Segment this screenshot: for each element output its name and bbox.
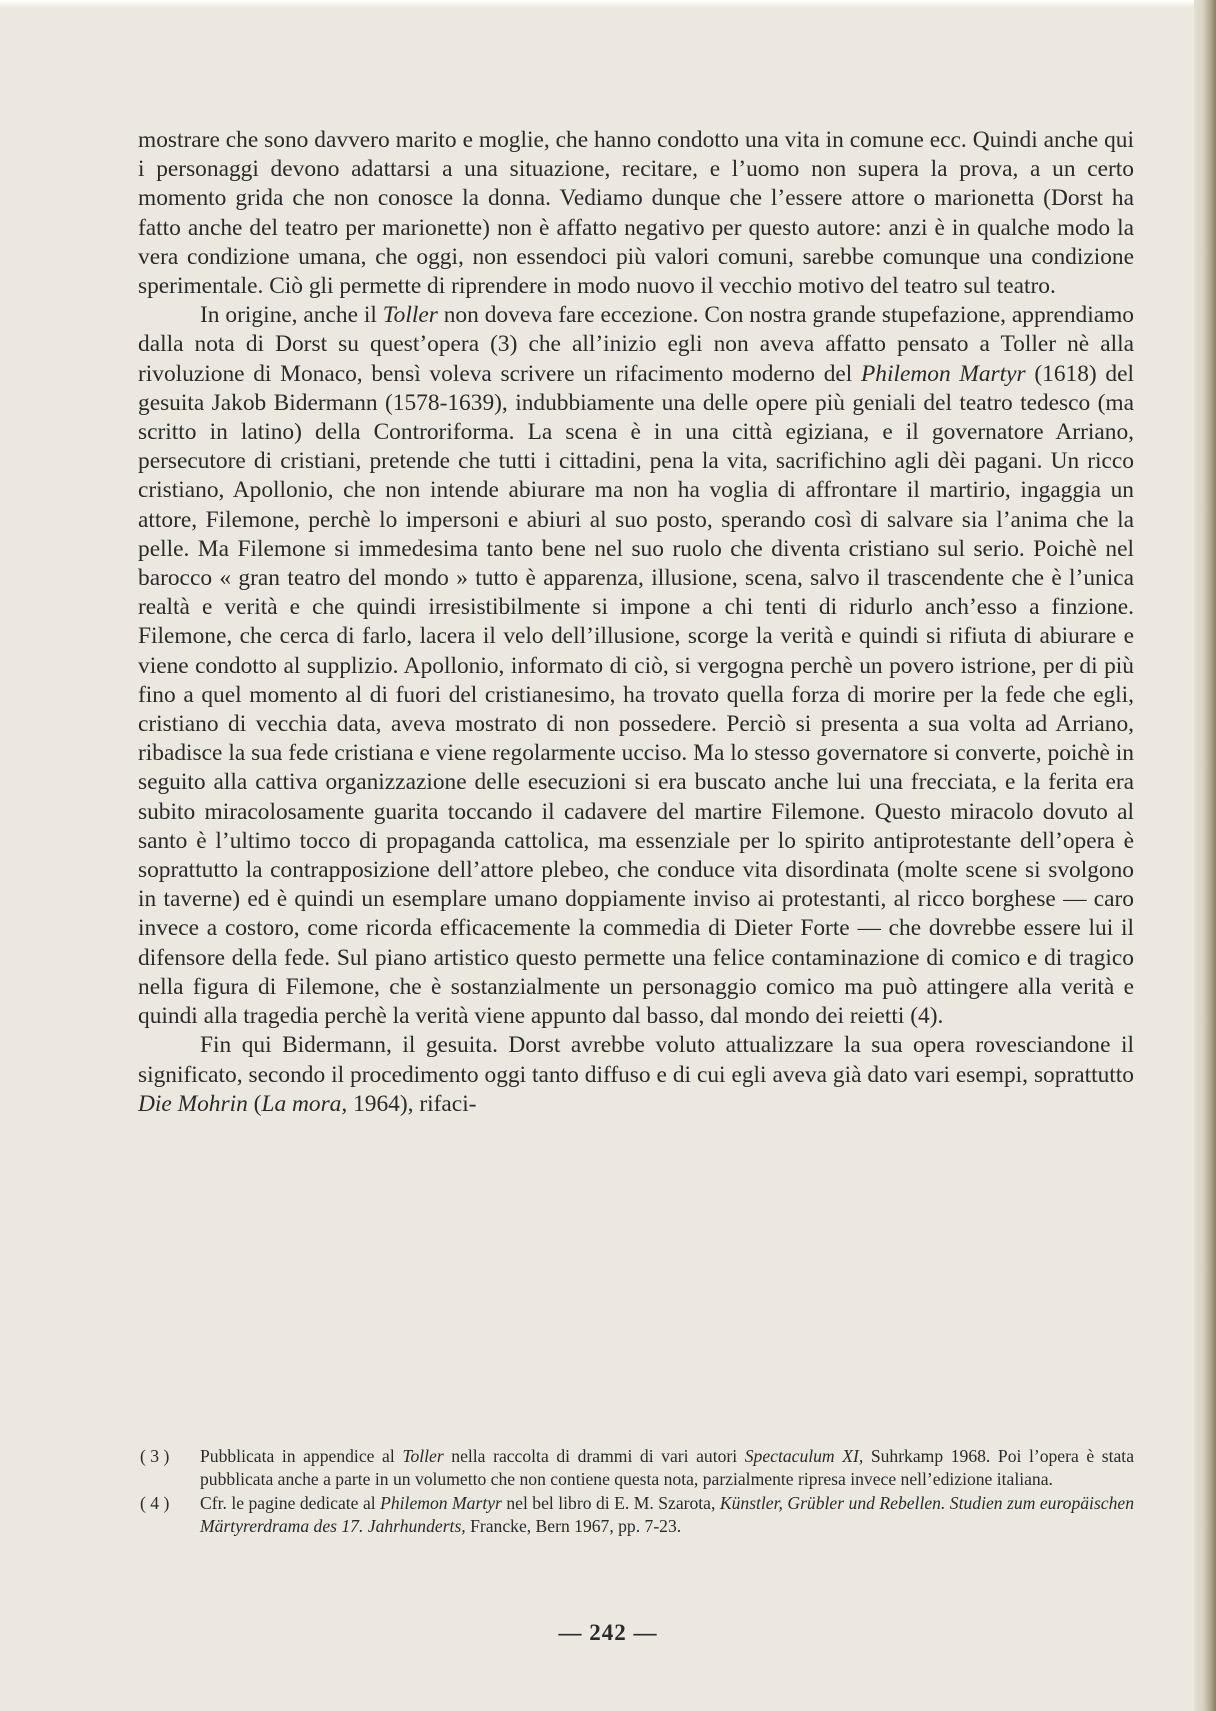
text-segment: (1618) del gesuita Jakob Bidermann (1578-1639), indubbiamente una delle opere più geniali del teatro tedesco (ma scritto in latino) della Controriforma. La scena è in una città egiziana, e il governatore Arriano, persecutore di cristiani, pretende che tutti i cittadini, pena la vita, sacrifichino agli dèi pagani. Un ricco cristiano, Apollonio, che non intende abiurare ma non ha voglia di affrontare il martirio, ingaggia un attore, Filemone, perchè lo impersoni e abiuri al suo posto, sperando così di salvare sia l’anima che la pelle. Ma Filemone si immedesima tanto bene nel suo ruolo che diventa cristiano sul serio. Poichè nel barocco « gran teatro del mondo » tutto è apparenza, illusione, scena, salvo il trascendente che è l’unica realtà e verità e che quindi irresistibilmente si impone a chi tenti di ridurlo anch’esso a finzione. Filemone, che cerca di farlo, lacera il velo dell’illusione, scorge la verità e quindi si rifiuta di abiurare e viene condotto al supplizio. Apollonio, informato di ciò, si vergogna perchè un povero istrione, per di più fino a quel momento al di fuori del cristianesimo, ha trovato quella forza di morire per la fede che egli, cristiano di vecchia data, aveva mostrato di non possedere. Perciò si presenta a sua volta ad Arriano, ribadisce la sua fede cristiana e viene regolarmente ucciso. Ma lo stesso governatore si converte, poichè in seguito alla cattiva organizzazione delle esecuzioni si era buscato anche lui una frecciata, e la ferita era subito miracolosamente guarita toccando il cadavere del martire Filemone. Questo miracolo dovuto al santo è l’ultimo tocco di propaganda cattolica, ma essenziale per lo spirito antiprotestante dell’opera è soprattutto la contrapposizione dell’attore plebeo, che conduce vita disordinata (molte scene si svolgono in taverne) ed è quindi un esemplare umano doppiamente inviso ai protestanti, al ricco borghese — caro invece a costoro, come ricorda efficacemente la commedia di Dieter Forte — che dovrebbe essere lui il difensore della fede. Sul piano artistico questo permette una felice contaminazione di comico e di tragico nella figura di Filemone, che è sostanzialmente un personaggio comico ma può attingere alla verità e quindi alla tragedia perchè la verità viene appunto dal basso, dal mondo dei reietti (4). — [138, 360, 1134, 1030]
footnote-3 — [140, 1445, 1134, 1490]
footnote-text — [200, 1445, 1134, 1490]
text-segment: mostrare che sono davvero marito e moglie, che hanno condotto una vita in comune ecc. Quindi anche qui i personaggi devono adattarsi a una situazione, recitare, e l’uomo non supera la prova, a un certo momento grida che non conosce la donna. Vediamo dunque che l’essere attore o marionetta (Dorst ha fatto anche del teatro per marionette) non è affatto negativo per questo autore: anzi è in qualche modo la vera condizione umana, che oggi, non essendoci più valori comuni, sarebbe comunque una condizione sperimentale. Ciò gli permette di riprendere in modo nuovo il vecchio motivo del teatro sul teatro. — [138, 127, 1134, 300]
italic-text: Toller — [402, 1446, 444, 1466]
paragraph-3 — [138, 1031, 1134, 1119]
text-segment: Francke, Bern 1967, pp. 7-23. — [465, 1515, 682, 1536]
text-segment: ( — [247, 1090, 262, 1117]
italic-text: Künstler, Grübler und Rebellen. Studien zum europäischen Märtyrerdrama des 17. Jahrhunderts, — [200, 1493, 1134, 1536]
footnotes — [140, 1445, 1134, 1539]
italic-text: La mora, — [261, 1090, 348, 1117]
page-binding-edge — [1194, 0, 1216, 1711]
italic-text: Toller — [382, 302, 438, 329]
italic-text: Philemon Martyr — [861, 360, 1026, 387]
text-segment: Suhrkamp 1968. Poi l’opera è stata pubblicata anche a parte in un volumetto che non contiene questa nota, parzialmente ripresa invece nell’edizione italiana. — [200, 1446, 1134, 1489]
text-segment: non doveva fare eccezione. Con nostra grande stupefazione, apprendiamo dalla nota di Dorst su quest’opera (3) che all’inizio egli non aveva affatto pensato a Toller nè alla rivoluzione di Monaco, bensì voleva scrivere un rifacimento moderno del — [138, 302, 1134, 387]
footnote-text — [200, 1492, 1134, 1537]
page-number: — 242 — — [558, 1620, 658, 1645]
page-top-edge — [0, 0, 1216, 8]
text-segment: Cfr. le pagine dedicate al — [200, 1493, 381, 1513]
body-text — [138, 126, 1134, 1119]
paragraph-1 — [138, 126, 1134, 301]
footnote-number: ( 4 ) — [140, 1493, 170, 1513]
text-segment: nel bel libro di E. M. Szarota, — [501, 1493, 720, 1513]
footnote-number: ( 3 ) — [140, 1446, 170, 1466]
paragraph-2 — [138, 301, 1134, 1031]
text-segment: 1964), rifaci- — [347, 1090, 477, 1117]
italic-text: Spectaculum XI, — [744, 1446, 864, 1466]
text-segment: Pubblicata in appendice al — [200, 1446, 403, 1466]
italic-text: Philemon Martyr — [380, 1493, 502, 1513]
text-segment: nella raccolta di drammi di vari autori — [443, 1446, 745, 1466]
italic-text: Die Mohrin — [138, 1090, 248, 1117]
text-segment: In origine, anche il — [200, 302, 383, 329]
text-segment: Fin qui Bidermann, il gesuita. Dorst avrebbe voluto attualizzare la sua opera rovesciandone il significato, secondo il procedimento oggi tanto diffuso e di cui egli aveva già dato vari esempi, soprattutto — [138, 1032, 1134, 1088]
footnote-4 — [140, 1492, 1134, 1537]
